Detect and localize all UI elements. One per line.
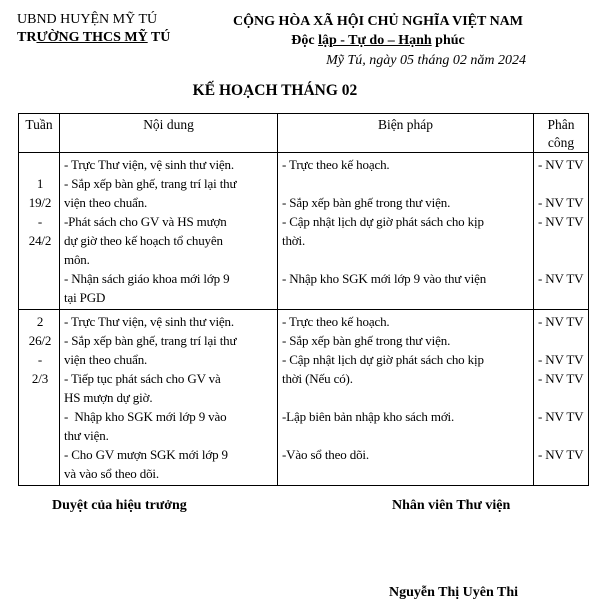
cell-line: -Vào sổ theo dõi. (282, 447, 369, 462)
cell-line: - Cập nhật lịch dự giờ phát sách cho kịp (282, 214, 484, 229)
cell-line: 26/2 (28, 333, 52, 348)
table-row (19, 153, 589, 310)
cell-line: -Phát sách cho GV và HS mượn (64, 214, 227, 229)
cell-line: thời. (282, 233, 306, 248)
cell-line: - Trực Thư viện, vệ sinh thư viện. (64, 157, 234, 172)
document-title: KẾ HOẠCH THÁNG 02 (192, 82, 358, 99)
motto-suffix: phúc (431, 33, 465, 48)
cell-line: - Trực theo kế hoạch. (282, 157, 390, 172)
cell-line: 1 (36, 176, 44, 191)
cell-line: viện theo chuẩn. (64, 352, 148, 367)
cell-line: tại PGD (64, 290, 106, 305)
cell-line: - Sắp xếp bàn ghế, trang trí lại thư (64, 333, 237, 348)
issuer-authority: UBND HUYỆN MỸ TÚ (17, 12, 158, 27)
cell-line (282, 388, 531, 407)
cell-line: - NV TV (538, 214, 584, 229)
week-cell (19, 310, 60, 486)
cell-line: - NV TV (538, 271, 584, 286)
cell-line: -Lập biên bản nhập kho sách mới. (282, 409, 455, 424)
content-cell (60, 310, 278, 486)
cell-line: - Nhận sách giáo khoa mới lớp 9 (64, 271, 230, 286)
cell-line: - Trực Thư viện, vệ sinh thư viện. (64, 314, 234, 329)
cell-line: - Sắp xếp bàn ghế trong thư viện. (282, 333, 451, 348)
cell-line: - NV TV (538, 157, 584, 172)
column-header-assignment: Phân công (534, 114, 589, 153)
issuer-school-underlined: ƯỜNG THCS MỸ (36, 30, 148, 45)
issuer-block (17, 11, 170, 47)
principal-approval-sign: Duyệt của hiệu trưởng (52, 498, 187, 513)
cell-line (282, 174, 531, 193)
cell-line: - NV TV (538, 314, 584, 329)
motto-underlined: lập - Tự do – Hạnh (318, 33, 432, 48)
cell-line (538, 250, 586, 269)
table-header-row (19, 114, 589, 153)
measures-cell (278, 153, 534, 310)
librarian-sign: Nhân viên Thư viện (392, 498, 511, 513)
week-cell (19, 153, 60, 310)
content-cell (60, 153, 278, 310)
cell-line: - Sắp xếp bàn ghế, trang trí lại thư (64, 176, 237, 191)
cell-line: - Nhập kho SGK mới lớp 9 vào (64, 409, 227, 424)
cell-line: - Cập nhật lịch dự giờ phát sách cho kịp (282, 352, 484, 367)
column-header-week: Tuần (19, 114, 60, 153)
cell-line: - NV TV (538, 352, 584, 367)
cell-line: HS mượn dự giờ. (64, 390, 153, 405)
dateline: Mỹ Tú, ngày 05 tháng 02 năm 2024 (326, 53, 526, 68)
signature-name: Nguyễn Thị Uyên Thi (389, 585, 519, 600)
cell-line: môn. (64, 252, 90, 267)
cell-line: - NV TV (538, 409, 584, 424)
cell-line: - NV TV (538, 195, 584, 210)
cell-line: - Tiếp tục phát sách cho GV và (64, 371, 221, 386)
national-motto: CỘNG HÒA XÃ HỘI CHỦ NGHĨA VIỆT NAM (232, 14, 523, 29)
motto-prefix: Độc (291, 33, 319, 48)
cell-line (538, 426, 586, 445)
issuer-school-suffix: TÚ (147, 30, 171, 45)
cell-line: 2/3 (31, 371, 49, 386)
cell-line: viện theo chuẩn. (64, 195, 148, 210)
plan-table-body (19, 153, 589, 486)
cell-line: - Sắp xếp bàn ghế trong thư viện. (282, 195, 451, 210)
column-header-content: Nội dung (60, 114, 278, 153)
cell-line: 2 (36, 314, 44, 329)
cell-line: 19/2 (28, 195, 52, 210)
cell-line (538, 174, 586, 193)
cell-line: thời (Nếu có). (282, 371, 353, 386)
cell-line: và vào sổ theo dõi. (64, 466, 159, 481)
plan-table (18, 113, 589, 486)
cell-line: - (37, 214, 43, 229)
cell-line: - Cho GV mượn SGK mới lớp 9 (64, 447, 228, 462)
issuer-school-prefix: TR (17, 30, 37, 45)
cell-line (23, 155, 57, 174)
column-header-measures: Biện pháp (278, 114, 534, 153)
table-row (19, 310, 589, 486)
cell-line (538, 331, 586, 350)
cell-line: - Nhập kho SGK mới lớp 9 vào thư viện (282, 271, 487, 286)
cell-line: - NV TV (538, 371, 584, 386)
cell-line: - (37, 352, 43, 367)
cell-line: - NV TV (538, 447, 584, 462)
cell-line (538, 388, 586, 407)
issuer-school (17, 29, 170, 47)
assignment-cell (534, 153, 589, 310)
cell-line (538, 231, 586, 250)
cell-line (282, 426, 531, 445)
cell-line (282, 250, 531, 269)
cell-line: thư viện. (64, 428, 109, 443)
measures-cell (278, 310, 534, 486)
cell-line: - Trực theo kế hoạch. (282, 314, 390, 329)
national-header-block (230, 12, 526, 70)
independence-motto (230, 31, 526, 50)
assignment-cell (534, 310, 589, 486)
cell-line: dự giờ theo kế hoạch tổ chuyên (64, 233, 223, 248)
cell-line: 24/2 (28, 233, 52, 248)
